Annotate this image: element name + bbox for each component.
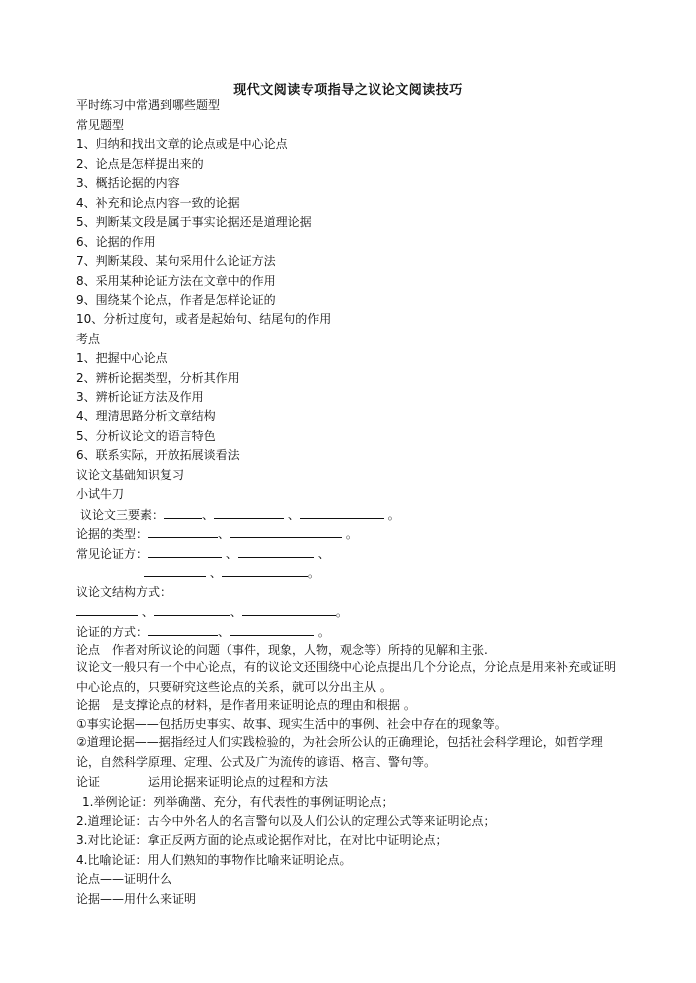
- quiz-methods: 常见论证方： 、 、: [76, 547, 330, 561]
- list-item: 3、概括论据的内容: [76, 176, 180, 190]
- quiz-label: 议论文三要素：: [80, 508, 165, 522]
- answer-blank[interactable]: [238, 545, 314, 558]
- list-item: 7、判断某段、某句采用什么论证方法: [76, 254, 276, 268]
- method-item: 1.举例论证：列举确凿、充分，有代表性的事例证明论点；: [82, 795, 394, 809]
- list-item: 9、围绕某个论点，作者是怎样论证的: [76, 293, 276, 307]
- list-item: 5、判断某文段是属于事实论据还是道理论据: [76, 215, 312, 229]
- answer-blank[interactable]: [230, 623, 314, 636]
- exam-points-heading: 考点: [76, 332, 101, 346]
- method-item: 3.对比论证：拿正反两方面的论点或论据作对比，在对比中证明论点；: [76, 833, 448, 847]
- list-item: 3、辨析论证方法及作用: [76, 390, 204, 404]
- quiz-label: 常见论证方：: [76, 547, 149, 561]
- list-item: 8、采用某种论证方法在文章中的作用: [76, 274, 276, 288]
- answer-blank[interactable]: [154, 603, 230, 616]
- quiz-evidence-types: 论据的类型： 、 。: [76, 527, 358, 541]
- list-item: 5、分析议论文的语言特色: [76, 429, 216, 443]
- answer-blank[interactable]: [148, 623, 218, 636]
- list-item: 1、归纳和找出文章的论点或是中心论点: [76, 137, 288, 151]
- answer-blank[interactable]: [148, 545, 222, 558]
- list-item: 4、补充和论点内容一致的论据: [76, 196, 240, 210]
- common-types-heading: 常见题型: [76, 118, 125, 132]
- quiz-label: 论证的方式：: [76, 625, 149, 639]
- answer-blank[interactable]: [242, 603, 336, 616]
- fact-evidence: ①事实论据——包括历史事实、故事、现实生活中的事例、社会中存在的现象等。: [76, 717, 507, 731]
- list-item: 6、联系实际，开放拓展谈看法: [76, 448, 240, 462]
- answer-blank[interactable]: [76, 603, 138, 616]
- list-item: 10、分析过度句，或者是起始句、结尾句的作用: [76, 312, 332, 326]
- summary-argument: 论点——证明什么: [76, 872, 173, 886]
- answer-blank[interactable]: [222, 564, 308, 577]
- answer-blank[interactable]: [214, 506, 284, 519]
- basics-heading: 议论文基础知识复习: [76, 468, 185, 482]
- answer-blank[interactable]: [300, 506, 384, 519]
- definition-demonstration: 论证 运用论据来证明论点的过程和方法: [76, 775, 329, 789]
- quiz-argument-ways: 论证的方式： 、 。: [76, 625, 330, 639]
- quiz-three-elements: 议论文三要素： 、 、 。: [80, 508, 400, 522]
- quiz-structure: 、 、 。: [76, 603, 348, 620]
- method-item: 2.道理论证：古今中外名人的名言警句以及人们公认的定理公式等来证明论点；: [76, 814, 496, 828]
- list-item: 6、论据的作用: [76, 235, 156, 249]
- quiz-structure-label: 议论文结构方式：: [76, 585, 173, 599]
- quiz-label: 论据的类型：: [76, 527, 149, 541]
- answer-blank[interactable]: [148, 525, 218, 538]
- list-item: 2、论点是怎样提出来的: [76, 157, 204, 171]
- method-item: 4.比喻论证：用人们熟知的事物作比喻来证明论点。: [76, 853, 352, 867]
- quiz-heading: 小试牛刀: [76, 487, 125, 501]
- reason-evidence: ②道理论据——据指经过人们实践检验的，为社会所公认的正确理论，包括社会科学理论，如哲学理论，自然科学原理、定理、公式及广为流传的谚语、格言、警句等。: [76, 735, 603, 769]
- list-item: 4、理清思路分析文章结构: [76, 409, 216, 423]
- answer-blank[interactable]: [164, 506, 202, 519]
- answer-blank[interactable]: [144, 564, 206, 577]
- intro-heading: 平时练习中常遇到哪些题型: [76, 98, 221, 112]
- quiz-methods-cont: 、 。: [144, 564, 320, 581]
- summary-evidence: 论据——用什么来证明: [76, 892, 197, 906]
- document-title: 现代文阅读专项指导之议论文阅读技巧: [233, 83, 463, 98]
- answer-blank[interactable]: [230, 525, 342, 538]
- argument-paragraph: 议论文一般只有一个中心论点，有的议论文还围绕中心论点提出几个分论点，分论点是用来补充或证明中心论点的，只要研究这些论点的关系，就可以分出主从 。: [76, 660, 617, 694]
- list-item: 1、把握中心论点: [76, 351, 168, 365]
- definition-evidence: 论据 是支撑论点的材料，是作者用来证明论点的理由和根据 。: [76, 698, 416, 712]
- list-item: 2、辨析论据类型，分析其作用: [76, 371, 240, 385]
- definition-argument: 论点 作者对所议论的问题（事件，现象，人物，观念等）所持的见解和主张.: [76, 643, 488, 657]
